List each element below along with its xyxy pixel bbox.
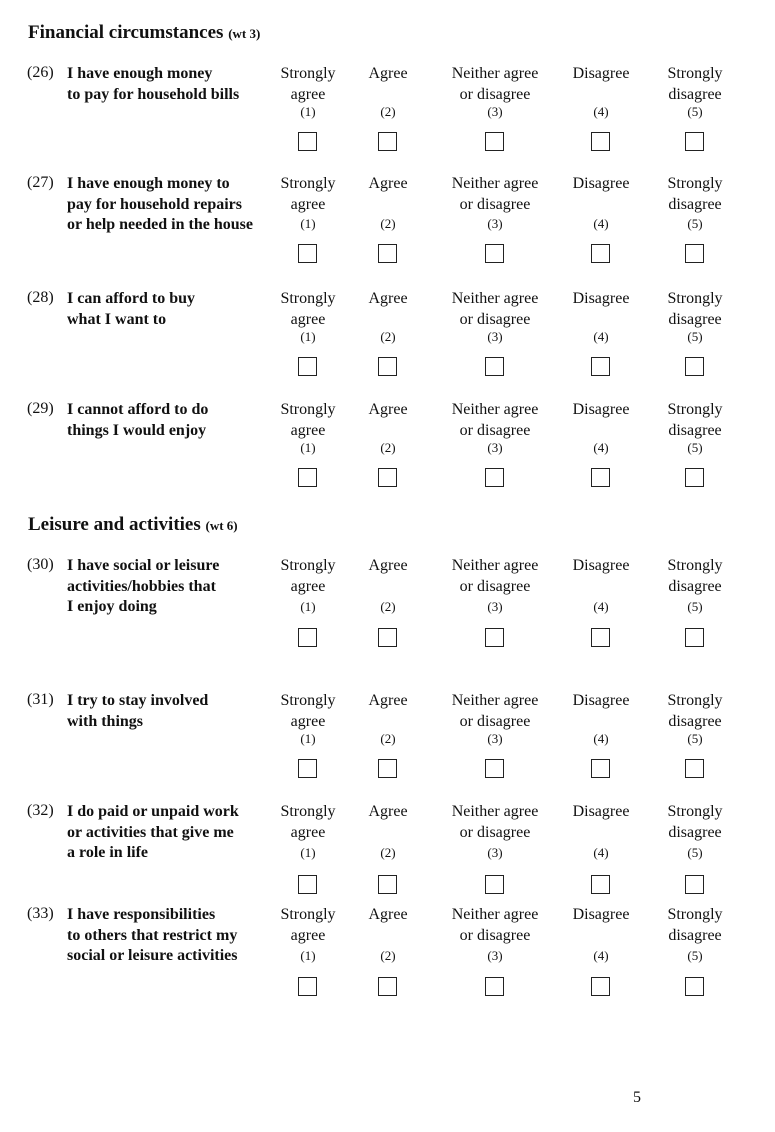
answer-checkbox[interactable] xyxy=(685,132,704,151)
question-text-line: I have enough money xyxy=(67,65,213,82)
question-text xyxy=(67,174,253,236)
option-label xyxy=(333,289,443,344)
option-label-line: agree xyxy=(290,195,326,213)
question-text xyxy=(67,400,208,441)
option-code: (4) xyxy=(593,731,609,746)
answer-checkbox[interactable] xyxy=(298,244,317,263)
option-label-line: Disagree xyxy=(572,906,630,923)
option-label-line: Disagree xyxy=(572,65,630,82)
question-number: (27) xyxy=(27,174,54,191)
option-code: (2) xyxy=(380,948,396,963)
option-label-line: disagree xyxy=(668,823,722,841)
option-code: (1) xyxy=(300,845,316,860)
option-code: (3) xyxy=(487,329,503,344)
option-label-line: disagree xyxy=(668,195,722,213)
option-label xyxy=(333,905,443,963)
option-label-line: Strongly xyxy=(667,290,723,307)
section-title-financial: Financial circumstances (wt 3) xyxy=(28,22,261,43)
option-label-line: disagree xyxy=(668,926,722,944)
answer-checkbox[interactable] xyxy=(378,875,397,894)
option-label-line: Strongly xyxy=(667,803,723,820)
answer-checkbox[interactable] xyxy=(298,875,317,894)
option-code: (3) xyxy=(487,104,503,119)
option-label-line: or disagree xyxy=(459,195,531,213)
question-text-line: I do paid or unpaid work xyxy=(67,803,239,820)
option-label xyxy=(640,556,750,614)
option-label-line: Neither agree xyxy=(451,175,539,192)
answer-checkbox[interactable] xyxy=(485,875,504,894)
answer-checkbox[interactable] xyxy=(298,357,317,376)
option-code: (4) xyxy=(593,845,609,860)
option-code: (3) xyxy=(487,599,503,614)
option-code: (5) xyxy=(687,731,703,746)
option-code: (3) xyxy=(487,948,503,963)
question-text-line: things I would enjoy xyxy=(67,421,207,439)
option-label-line: Strongly xyxy=(667,401,723,418)
option-label-line: or disagree xyxy=(459,823,531,841)
option-label-line: Strongly xyxy=(667,65,723,82)
option-code: (4) xyxy=(593,948,609,963)
answer-checkbox[interactable] xyxy=(591,875,610,894)
option-label xyxy=(333,174,443,231)
option-label-line xyxy=(333,577,443,598)
option-label xyxy=(640,400,750,455)
answer-checkbox[interactable] xyxy=(485,357,504,376)
question-text xyxy=(67,289,195,330)
answer-checkbox[interactable] xyxy=(685,468,704,487)
option-label xyxy=(640,289,750,344)
question-text-line: what I want to xyxy=(67,310,167,328)
option-label-line: disagree xyxy=(668,85,722,103)
answer-checkbox[interactable] xyxy=(378,977,397,996)
question-text-line: I try to stay involved xyxy=(67,692,209,709)
option-label-line: or disagree xyxy=(459,421,531,439)
question-text-line: I enjoy doing xyxy=(67,598,157,615)
option-label-line: Agree xyxy=(368,290,408,307)
question-text xyxy=(67,802,239,864)
option-label xyxy=(333,691,443,746)
option-label-line: Strongly xyxy=(667,175,723,192)
option-label-line: Disagree xyxy=(572,175,630,192)
option-code: (4) xyxy=(593,216,609,231)
page-number: 5 xyxy=(633,1089,641,1106)
option-code: (2) xyxy=(380,216,396,231)
option-label xyxy=(440,802,550,860)
option-code: (4) xyxy=(593,599,609,614)
option-label-line: Agree xyxy=(368,557,408,574)
option-label-line: disagree xyxy=(668,712,722,730)
option-code: (1) xyxy=(300,731,316,746)
option-code: (4) xyxy=(593,329,609,344)
option-code: (2) xyxy=(380,845,396,860)
question-text-line: social or leisure activities xyxy=(67,947,238,964)
answer-checkbox[interactable] xyxy=(298,468,317,487)
option-code: (1) xyxy=(300,599,316,614)
option-label-line: Disagree xyxy=(572,692,630,709)
option-code: (1) xyxy=(300,104,316,119)
answer-checkbox[interactable] xyxy=(378,628,397,647)
question-text-line: activities/hobbies that xyxy=(67,577,216,595)
option-code: (3) xyxy=(487,845,503,860)
option-code: (3) xyxy=(487,731,503,746)
option-label-line: Strongly xyxy=(280,401,336,418)
question-number: (32) xyxy=(27,802,54,819)
question-text-line: I can afford to buy xyxy=(67,290,196,307)
option-label-line xyxy=(333,926,443,947)
answer-checkbox[interactable] xyxy=(378,132,397,151)
option-code: (2) xyxy=(380,329,396,344)
option-code: (5) xyxy=(687,599,703,614)
option-label-line: disagree xyxy=(668,421,722,439)
answer-checkbox[interactable] xyxy=(298,628,317,647)
answer-checkbox[interactable] xyxy=(591,132,610,151)
answer-checkbox[interactable] xyxy=(378,244,397,263)
option-label-line: agree xyxy=(290,421,326,439)
answer-checkbox[interactable] xyxy=(378,759,397,778)
option-label xyxy=(440,174,550,231)
option-code: (3) xyxy=(487,440,503,455)
question-text-line: a role in life xyxy=(67,844,149,861)
option-code: (5) xyxy=(687,104,703,119)
question-number: (26) xyxy=(27,64,54,81)
answer-checkbox[interactable] xyxy=(298,977,317,996)
option-label xyxy=(640,905,750,963)
option-code: (2) xyxy=(380,440,396,455)
option-label-line: or disagree xyxy=(459,926,531,944)
option-label-line: Strongly xyxy=(280,290,336,307)
option-label-line: Strongly xyxy=(280,803,336,820)
option-label-line xyxy=(333,823,443,844)
option-code: (2) xyxy=(380,104,396,119)
option-label-line: disagree xyxy=(668,310,722,328)
option-label-line: Neither agree xyxy=(451,290,539,307)
option-label-line: or disagree xyxy=(459,85,531,103)
option-label-line: or disagree xyxy=(459,712,531,730)
option-label-line: Neither agree xyxy=(451,803,539,820)
option-label-line: Agree xyxy=(368,65,408,82)
option-label-line: Strongly xyxy=(280,906,336,923)
section-weight: (wt 6) xyxy=(205,518,238,533)
question-text xyxy=(67,905,237,967)
answer-checkbox[interactable] xyxy=(378,357,397,376)
question-text xyxy=(67,556,219,618)
option-code: (1) xyxy=(300,329,316,344)
answer-checkbox[interactable] xyxy=(685,759,704,778)
option-code: (1) xyxy=(300,216,316,231)
option-label xyxy=(640,802,750,860)
question-text-line: I have enough money to xyxy=(67,175,230,192)
answer-checkbox[interactable] xyxy=(685,357,704,376)
answer-checkbox[interactable] xyxy=(298,759,317,778)
answer-checkbox[interactable] xyxy=(485,628,504,647)
question-number: (33) xyxy=(27,905,54,922)
option-label-line: Neither agree xyxy=(451,692,539,709)
option-code: (5) xyxy=(687,948,703,963)
option-label xyxy=(440,905,550,963)
option-label xyxy=(640,691,750,746)
question-text xyxy=(67,64,239,105)
question-text-line: or help needed in the house xyxy=(67,216,253,233)
option-label-line: Agree xyxy=(368,906,408,923)
option-label-line: Strongly xyxy=(667,692,723,709)
question-text-line: I have social or leisure xyxy=(67,557,220,574)
option-label xyxy=(333,802,443,860)
option-label-line: Strongly xyxy=(667,557,723,574)
option-code: (2) xyxy=(380,599,396,614)
option-label xyxy=(440,400,550,455)
answer-checkbox[interactable] xyxy=(591,468,610,487)
option-label-line: Strongly xyxy=(280,175,336,192)
option-label-line xyxy=(333,85,443,106)
question-text-line: or activities that give me xyxy=(67,823,234,841)
option-label-line: Disagree xyxy=(572,401,630,418)
option-label xyxy=(333,556,443,614)
question-number: (30) xyxy=(27,556,54,573)
option-label-line: Strongly xyxy=(280,692,336,709)
option-code: (4) xyxy=(593,440,609,455)
option-label xyxy=(440,556,550,614)
option-label xyxy=(333,64,443,119)
option-label-line: Agree xyxy=(368,692,408,709)
option-label-line: disagree xyxy=(668,577,722,595)
option-label-line: agree xyxy=(290,577,326,595)
option-label-line: agree xyxy=(290,926,326,944)
answer-checkbox[interactable] xyxy=(298,132,317,151)
question-text-line: with things xyxy=(67,712,144,730)
option-label-line: or disagree xyxy=(459,577,531,595)
option-label-line: Neither agree xyxy=(451,906,539,923)
option-label-line: Agree xyxy=(368,803,408,820)
question-number: (28) xyxy=(27,289,54,306)
option-label xyxy=(440,289,550,344)
option-label-line: agree xyxy=(290,712,326,730)
answer-checkbox[interactable] xyxy=(685,875,704,894)
answer-checkbox[interactable] xyxy=(591,759,610,778)
option-label-line: Agree xyxy=(368,401,408,418)
answer-checkbox[interactable] xyxy=(591,628,610,647)
question-number: (29) xyxy=(27,400,54,417)
option-label-line: Strongly xyxy=(667,906,723,923)
answer-checkbox[interactable] xyxy=(485,132,504,151)
answer-checkbox[interactable] xyxy=(685,977,704,996)
option-code: (5) xyxy=(687,329,703,344)
option-label-line xyxy=(333,421,443,442)
question-text-line: to others that restrict my xyxy=(67,926,238,944)
answer-checkbox[interactable] xyxy=(485,759,504,778)
option-label-line xyxy=(333,712,443,733)
answer-checkbox[interactable] xyxy=(485,977,504,996)
option-label-line: Disagree xyxy=(572,290,630,307)
option-code: (5) xyxy=(687,440,703,455)
answer-checkbox[interactable] xyxy=(685,628,704,647)
answer-checkbox[interactable] xyxy=(485,468,504,487)
option-label-line: or disagree xyxy=(459,310,531,328)
option-code: (1) xyxy=(300,948,316,963)
option-label xyxy=(640,174,750,231)
option-label-line: Neither agree xyxy=(451,401,539,418)
option-label-line: Agree xyxy=(368,175,408,192)
option-label xyxy=(333,400,443,455)
option-label-line: agree xyxy=(290,85,326,103)
option-label-line: Strongly xyxy=(280,65,336,82)
question-text-line: I cannot afford to do xyxy=(67,401,209,418)
option-code: (3) xyxy=(487,216,503,231)
question-text-line: pay for household repairs xyxy=(67,195,242,213)
section-weight: (wt 3) xyxy=(228,26,261,41)
option-code: (4) xyxy=(593,104,609,119)
section-title-leisure: Leisure and activities (wt 6) xyxy=(28,514,238,535)
answer-checkbox[interactable] xyxy=(685,244,704,263)
answer-checkbox[interactable] xyxy=(485,244,504,263)
option-label-line xyxy=(333,195,443,216)
answer-checkbox[interactable] xyxy=(378,468,397,487)
option-label-line: Neither agree xyxy=(451,65,539,82)
option-label-line xyxy=(333,310,443,331)
question-number: (31) xyxy=(27,691,54,708)
option-code: (5) xyxy=(687,216,703,231)
option-label xyxy=(440,691,550,746)
option-code: (1) xyxy=(300,440,316,455)
question-text-line: I have responsibilities xyxy=(67,906,216,923)
option-label-line: Disagree xyxy=(572,557,630,574)
option-code: (5) xyxy=(687,845,703,860)
option-label-line: agree xyxy=(290,823,326,841)
answer-checkbox[interactable] xyxy=(591,244,610,263)
option-label-line: agree xyxy=(290,310,326,328)
option-label xyxy=(440,64,550,119)
option-label-line: Neither agree xyxy=(451,557,539,574)
option-label-line: Strongly xyxy=(280,557,336,574)
question-text-line: to pay for household bills xyxy=(67,85,240,103)
option-code: (2) xyxy=(380,731,396,746)
question-text xyxy=(67,691,208,732)
option-label xyxy=(640,64,750,119)
option-label-line: Disagree xyxy=(572,803,630,820)
answer-checkbox[interactable] xyxy=(591,357,610,376)
answer-checkbox[interactable] xyxy=(591,977,610,996)
